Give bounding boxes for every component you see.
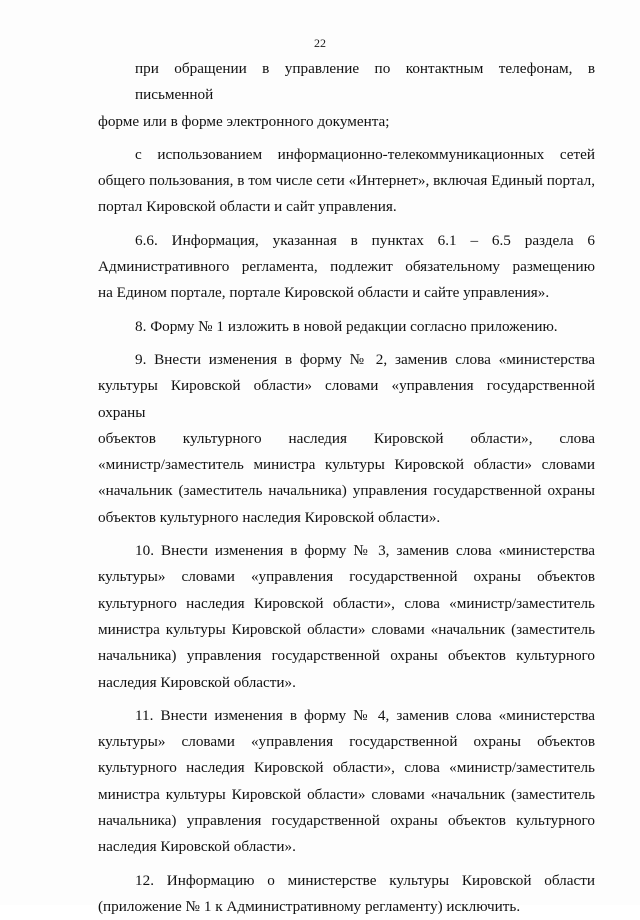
text-line: 12. Информацию о министерстве культуры Кировской области (135, 871, 595, 889)
paragraph-gap (98, 531, 595, 538)
text-line: культуры» словами «управления государственной охраны объектов (98, 568, 595, 586)
text-line: портал Кировской области и сайт управления. (98, 198, 397, 216)
paragraph-p3 (98, 228, 595, 307)
document-body (98, 56, 595, 920)
page-number: 22 (314, 36, 326, 50)
text-line: «министр/заместитель министра культуры Кировской области» словами (98, 456, 595, 474)
text-line: начальника) управления государственной охраны объектов культурного (98, 812, 595, 830)
text-line: наследия Кировской области». (98, 838, 296, 856)
text-line: «начальник (заместитель начальника) управления государственной охраны (98, 482, 595, 500)
paragraph-p4 (98, 314, 595, 340)
text-line: 9. Внести изменения в форму № 2, заменив слова «министерства (135, 350, 595, 368)
text-line: 6.6. Информация, указанная в пунктах 6.1 – 6.5 раздела 6 (135, 231, 595, 249)
text-line: 10. Внести изменения в форму № 3, заменив слова «министерства (135, 542, 595, 560)
paragraph-gap (98, 135, 595, 142)
text-line: форме или в форме электронного документа; (98, 112, 390, 130)
text-line: при обращении в управление по контактным телефонам, в письменной (135, 60, 595, 104)
paragraph-gap (98, 307, 595, 314)
text-line: министра культуры Кировской области» словами «начальник (заместитель (98, 620, 595, 638)
text-line: Административного регламента, подлежит обязательному размещению (98, 258, 595, 276)
paragraph-gap (98, 340, 595, 347)
text-line: объектов культурного наследия Кировской области», слова (98, 429, 595, 447)
paragraph-p7 (98, 703, 595, 861)
text-line: культурного наследия Кировской области», слова «министр/заместитель (98, 594, 595, 612)
text-line: начальника) управления государственной охраны объектов культурного (98, 647, 595, 665)
text-line: 8. Форму № 1 изложить в новой редакции согласно приложению. (135, 317, 558, 335)
text-line: культуры» словами «управления государственной охраны объектов (98, 733, 595, 751)
paragraph-p8 (98, 868, 595, 920)
paragraph-p1 (98, 56, 595, 135)
text-line: на Едином портале, портале Кировской области и сайте управления». (98, 284, 550, 302)
text-line: с использованием информационно-телекоммуникационных сетей (135, 145, 595, 163)
paragraph-p5 (98, 347, 595, 531)
text-line: министра культуры Кировской области» словами «начальник (заместитель (98, 785, 595, 803)
paragraph-p2 (98, 142, 595, 221)
text-line: культуры Кировской области» словами «управления государственной охраны (98, 377, 595, 421)
paragraph-gap (98, 221, 595, 228)
text-line: объектов культурного наследия Кировской области». (98, 508, 441, 526)
text-line: наследия Кировской области». (98, 673, 296, 691)
text-line: общего пользования, в том числе сети «Интернет», включая Единый портал, (98, 172, 595, 190)
text-line: 11. Внести изменения в форму № 4, заменив слова «министерства (135, 706, 595, 724)
paragraph-p6 (98, 538, 595, 696)
paragraph-gap (98, 696, 595, 703)
text-line: культурного наследия Кировской области», слова «министр/заместитель (98, 759, 595, 777)
paragraph-gap (98, 861, 595, 868)
text-line: (приложение № 1 к Административному регламенту) исключить. (98, 897, 521, 915)
